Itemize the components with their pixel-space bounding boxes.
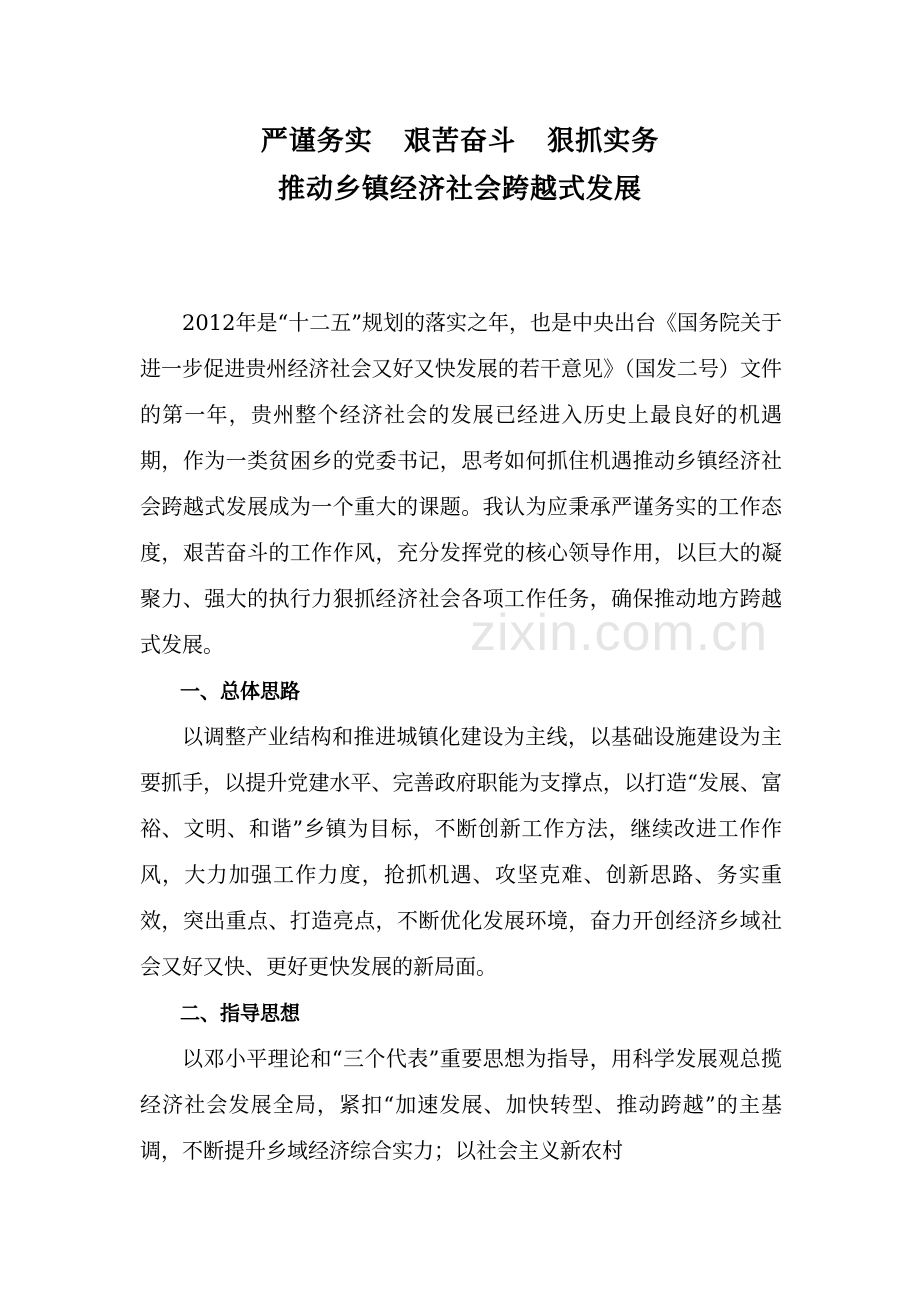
watermark: zixin.com.cn	[470, 604, 769, 662]
document-body	[140, 300, 782, 1174]
section-heading-1: 一、总体思路	[180, 679, 300, 703]
intro-paragraph: 2012年是“十二五”规划的落实之年，也是中央出台《国务院关于进一步促进贵州经济社会又好又快发展的若干意见》（国发二号）文件的第一年，贵州整个经济社会的发展已经进入历史上最良好的机遇期，作为一类贫困乡的党委书记，思考如何抓住机遇推动乡镇经济社会跨越式发展成为一个重大的课题。我认为应秉承严谨务实的工作态度，艰苦奋斗的工作作风，充分发挥党的核心领导作用，以巨大的凝聚力、强大的执行力狠抓经济社会各项工作任务，确保推动地方跨越式发展。	[140, 311, 782, 657]
section-2-paragraph: 以邓小平理论和“三个代表”重要思想为指导，用科学发展观总揽经济社会发展全局，紧扣“加速发展、加快转型、推动跨越”的主基调，不断提升乡域经济综合实力；以社会主义新农村	[140, 1047, 782, 1163]
title-line-2: 推动乡镇经济社会跨越式发展	[278, 174, 642, 205]
section-1-paragraph: 以调整产业结构和推进城镇化建设为主线，以基础设施建设为主要抓手，以提升党建水平、完善政府职能为支撑点，以打造“发展、富裕、文明、和谐”乡镇为目标，不断创新工作方法，继续改进工作作风，大力加强工作力度，抢抓机遇、攻坚克难、创新思路、务实重效，突出重点、打造亮点，不断优化发展环境，奋力开创经济乡域社会又好又快、更好更快发展的新局面。	[140, 725, 782, 979]
title-line-1: 严谨务实 艰苦奋斗 狠抓实务	[260, 126, 660, 157]
document-title	[0, 118, 920, 214]
section-heading-2: 二、指导思想	[180, 1001, 300, 1025]
